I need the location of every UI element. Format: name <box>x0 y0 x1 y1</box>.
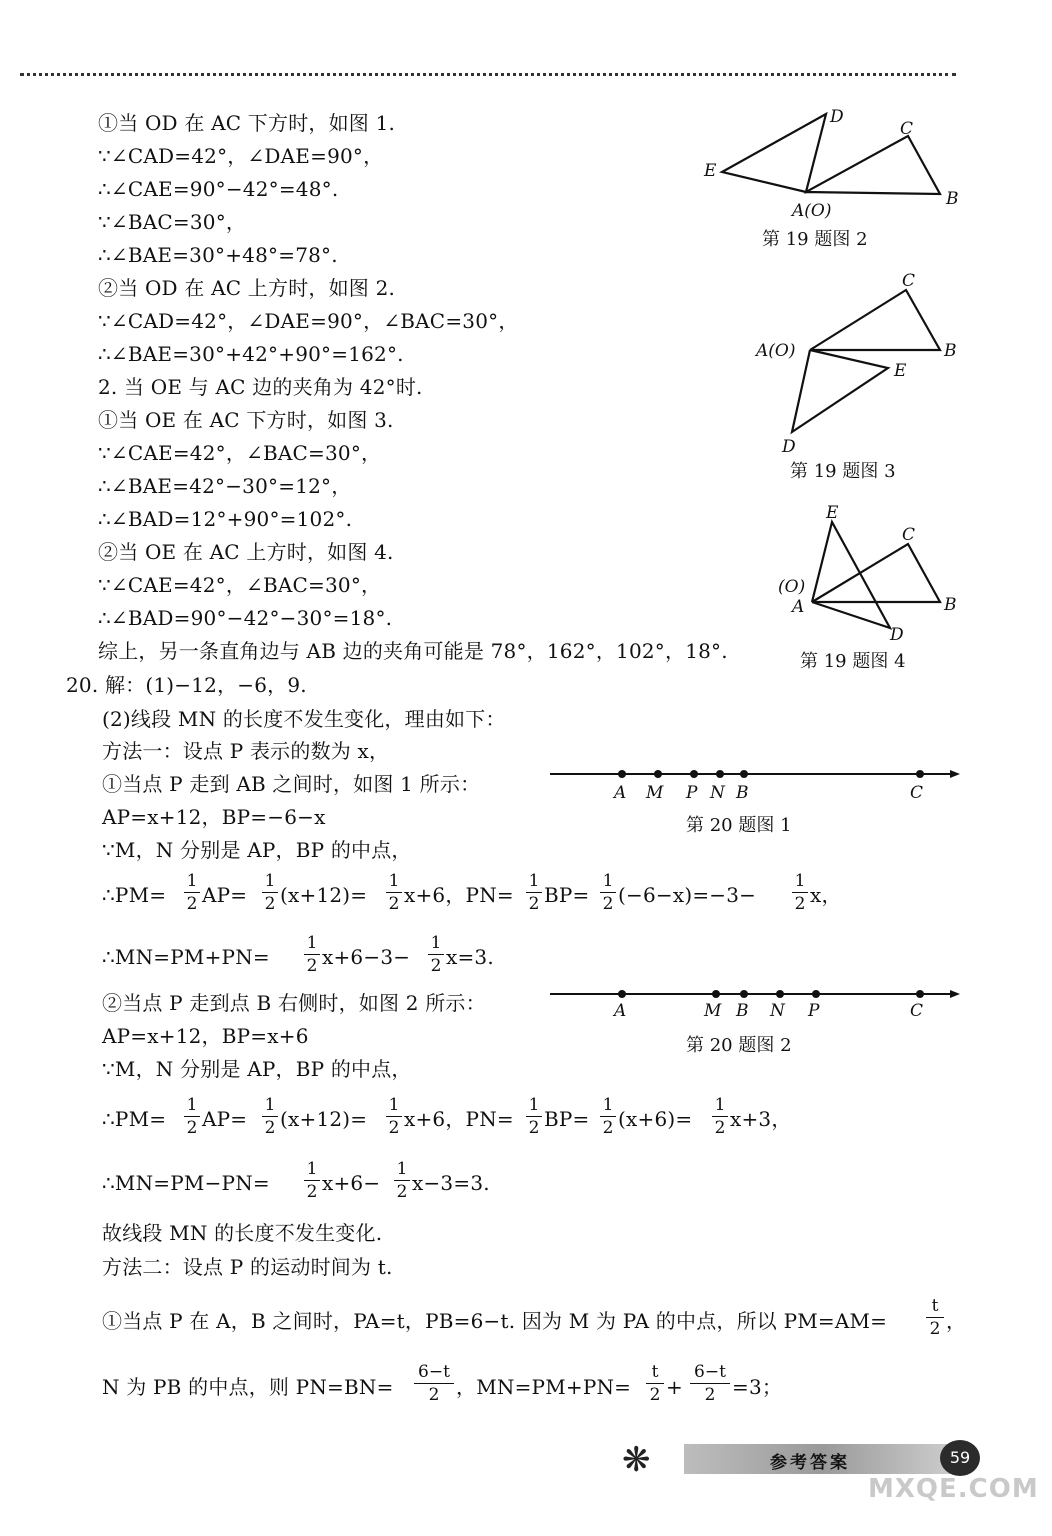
fig19-4-label-B: B <box>944 595 957 615</box>
s19-line-2: ∵∠CAD=42°，∠DAE=90°， <box>98 144 384 168</box>
fig19-4-label-C: C <box>902 525 916 545</box>
fig20-2-caption: 第 20 题图 2 <box>686 1035 792 1056</box>
s19-line-5: ∴∠BAE=30°+48°=78°. <box>98 243 338 267</box>
fig20-2-label-N: N <box>770 1001 785 1021</box>
s19-line-12: ∴∠BAE=42°−30°=12°， <box>98 474 352 498</box>
fig20-1-label-M: M <box>646 783 664 803</box>
eq1-frac: 1 2 <box>262 871 278 914</box>
s20-line-10: 故线段 MN 的长度不发生变化. <box>102 1221 383 1245</box>
s19-line-9: 2. 当 OE 与 AC 边的夹角为 42°时. <box>98 375 423 399</box>
s20-line-8: AP=x+12，BP=x+6 <box>102 1024 309 1048</box>
eq4-frac: 1 2 <box>304 1159 320 1202</box>
eq2-frac: 1 2 <box>428 933 444 976</box>
page-number: 59 <box>940 1440 980 1476</box>
m2-l1-frac: t 2 <box>926 1296 944 1339</box>
fig20-1-label-B: B <box>736 783 749 803</box>
s20-line-6: ∵M，N 分别是 AP，BP 的中点， <box>102 838 412 862</box>
fig19-3-label-AO: A(O) <box>756 341 796 361</box>
s19-line-16: ∴∠BAD=90°−42°−30°=18°. <box>98 606 393 630</box>
s19-line-8: ∴∠BAE=30°+42°+90°=162°. <box>98 342 404 366</box>
eq1-part: (x+12)= <box>280 883 368 907</box>
m2-l2-frac2: t 2 <box>646 1362 664 1405</box>
fig20-2-label-P: P <box>808 1001 820 1021</box>
eq1-part: x+6，PN= <box>404 883 514 907</box>
fig20-1-label-N: N <box>710 783 725 803</box>
eq1-frac: 1 2 <box>386 871 402 914</box>
s19-line-6: ②当 OD 在 AC 上方时，如图 2. <box>98 276 396 300</box>
eq3-part: ∴PM= <box>102 1107 167 1131</box>
eq1-part: (−6−x)=−3− <box>618 883 757 907</box>
eq4-part: x+6− <box>322 1171 381 1195</box>
m2-l2-b: ，MN=PM+PN= <box>456 1375 632 1399</box>
eq2-part: ∴MN=PM+PN= <box>102 945 270 969</box>
s19-line-4: ∵∠BAC=30°， <box>98 210 247 234</box>
eq3-frac: 1 2 <box>712 1095 728 1138</box>
fig19-2-label-B: B <box>946 189 959 209</box>
fig20-1-label-A: A <box>614 783 627 803</box>
fig20-2-label-B: B <box>736 1001 749 1021</box>
m2-l2-c: + <box>666 1375 683 1399</box>
eq4-frac: 1 2 <box>394 1159 410 1202</box>
s20-line-1: 20. 解：(1)−12，−6，9. <box>66 673 307 697</box>
fig19-4-label-E: E <box>826 503 839 523</box>
snowflake-icon: ❋ <box>622 1440 651 1480</box>
s19-line-15: ∵∠CAE=42°，∠BAC=30°， <box>98 573 382 597</box>
eq3-part: (x+6)= <box>618 1107 693 1131</box>
fig20-1-label-C: C <box>910 783 924 803</box>
s20-line-7: ②当点 P 走到点 B 右侧时，如图 2 所示： <box>102 991 486 1015</box>
s19-line-11: ∵∠CAE=42°，∠BAC=30°， <box>98 441 382 465</box>
s19-line-7: ∵∠CAD=42°，∠DAE=90°，∠BAC=30°， <box>98 309 519 333</box>
s19-line-10: ①当 OE 在 AC 下方时，如图 3. <box>98 408 394 432</box>
dotted-divider <box>20 73 956 76</box>
fig20-2-label-M: M <box>704 1001 722 1021</box>
eq3-part: AP= <box>202 1107 248 1131</box>
eq2-frac: 1 2 <box>304 933 320 976</box>
eq3-part: x+3， <box>730 1107 792 1131</box>
eq3-frac: 1 2 <box>526 1095 542 1138</box>
s20-line-3: 方法一：设点 P 表示的数为 x， <box>102 739 390 763</box>
fig19-2-label-D: D <box>830 107 844 127</box>
figure-20-1 <box>548 764 968 804</box>
fig20-2-label-C: C <box>910 1001 924 1021</box>
eq4-part: ∴MN=PM−PN= <box>102 1171 270 1195</box>
s20-line-9: ∵M，N 分别是 AP，BP 的中点， <box>102 1057 412 1081</box>
eq3-part: x+6，PN= <box>404 1107 514 1131</box>
m2-l1-text: ①当点 P 在 A，B 之间时，PA=t，PB=6−t. 因为 M 为 PA 的中点，所以 PM=AM= <box>102 1309 888 1333</box>
eq3-part: BP= <box>544 1107 590 1131</box>
eq3-part: (x+12)= <box>280 1107 368 1131</box>
eq3-frac: 1 2 <box>386 1095 402 1138</box>
fig19-3-label-C: C <box>902 271 916 291</box>
eq2-part: x=3. <box>446 945 494 969</box>
eq1-part: x， <box>810 883 842 907</box>
fig19-4-caption: 第 19 题图 4 <box>800 651 906 672</box>
eq1-frac: 1 2 <box>184 871 200 914</box>
fig19-2-label-E: E <box>704 161 717 181</box>
s19-line-13: ∴∠BAD=12°+90°=102°. <box>98 507 353 531</box>
m2-l2-frac3: 6−t 2 <box>690 1362 730 1405</box>
s19-summary-line: 综上，另一条直角边与 AB 边的夹角可能是 78°，162°，102°，18°. <box>98 639 728 663</box>
eq1-part: AP= <box>202 883 248 907</box>
watermark: MXQE.COM <box>868 1474 1039 1504</box>
footer-label: 参考答案 <box>770 1453 850 1473</box>
fig19-2-caption: 第 19 题图 2 <box>762 229 868 250</box>
eq1-frac: 1 2 <box>526 871 542 914</box>
figure-19-4 <box>776 500 996 650</box>
fig19-4-label-A: A <box>792 597 805 617</box>
s20-line-2: (2)线段 MN 的长度不发生变化，理由如下： <box>102 707 506 731</box>
s19-line-3: ∴∠CAE=90°−42°=48°. <box>98 177 339 201</box>
s19-line-1: ①当 OD 在 AC 下方时，如图 1. <box>98 111 396 135</box>
m2-l2-a: N 为 PB 的中点，则 PN=BN= <box>102 1375 394 1399</box>
m2-l1-end: ， <box>946 1309 967 1333</box>
m2-l2-d: =3； <box>732 1375 783 1399</box>
eq3-frac: 1 2 <box>184 1095 200 1138</box>
figure-19-2 <box>700 104 970 224</box>
eq1-frac: 1 2 <box>600 871 616 914</box>
fig19-4-label-O: (O) <box>778 577 806 597</box>
eq4-part: x−3=3. <box>412 1171 490 1195</box>
eq2-part: x+6−3− <box>322 945 411 969</box>
fig20-1-caption: 第 20 题图 1 <box>686 815 792 836</box>
figure-20-2 <box>548 984 968 1024</box>
fig19-2-label-C: C <box>900 119 914 139</box>
eq1-part: ∴PM= <box>102 883 167 907</box>
eq3-frac: 1 2 <box>600 1095 616 1138</box>
s19-line-14: ②当 OE 在 AC 上方时，如图 4. <box>98 540 394 564</box>
fig19-4-label-D: D <box>890 625 904 645</box>
eq1-frac: 1 2 <box>792 871 808 914</box>
fig19-2-label-AO: A(O) <box>792 201 832 221</box>
eq3-frac: 1 2 <box>262 1095 278 1138</box>
s20-line-5: AP=x+12，BP=−6−x <box>102 805 326 829</box>
fig20-1-label-P: P <box>686 783 698 803</box>
fig19-3-label-B: B <box>944 341 957 361</box>
fig19-3-label-E: E <box>894 361 907 381</box>
figure-19-3 <box>752 266 982 466</box>
fig19-3-caption: 第 19 题图 3 <box>790 461 896 482</box>
s20-line-11: 方法二：设点 P 的运动时间为 t. <box>102 1255 393 1279</box>
fig20-2-label-A: A <box>614 1001 627 1021</box>
page-footer <box>618 1436 1039 1504</box>
eq1-part: BP= <box>544 883 590 907</box>
s20-line-4: ①当点 P 走到 AB 之间时，如图 1 所示： <box>102 772 481 796</box>
m2-l2-frac1: 6−t 2 <box>414 1362 454 1405</box>
fig19-3-label-D: D <box>782 437 796 457</box>
